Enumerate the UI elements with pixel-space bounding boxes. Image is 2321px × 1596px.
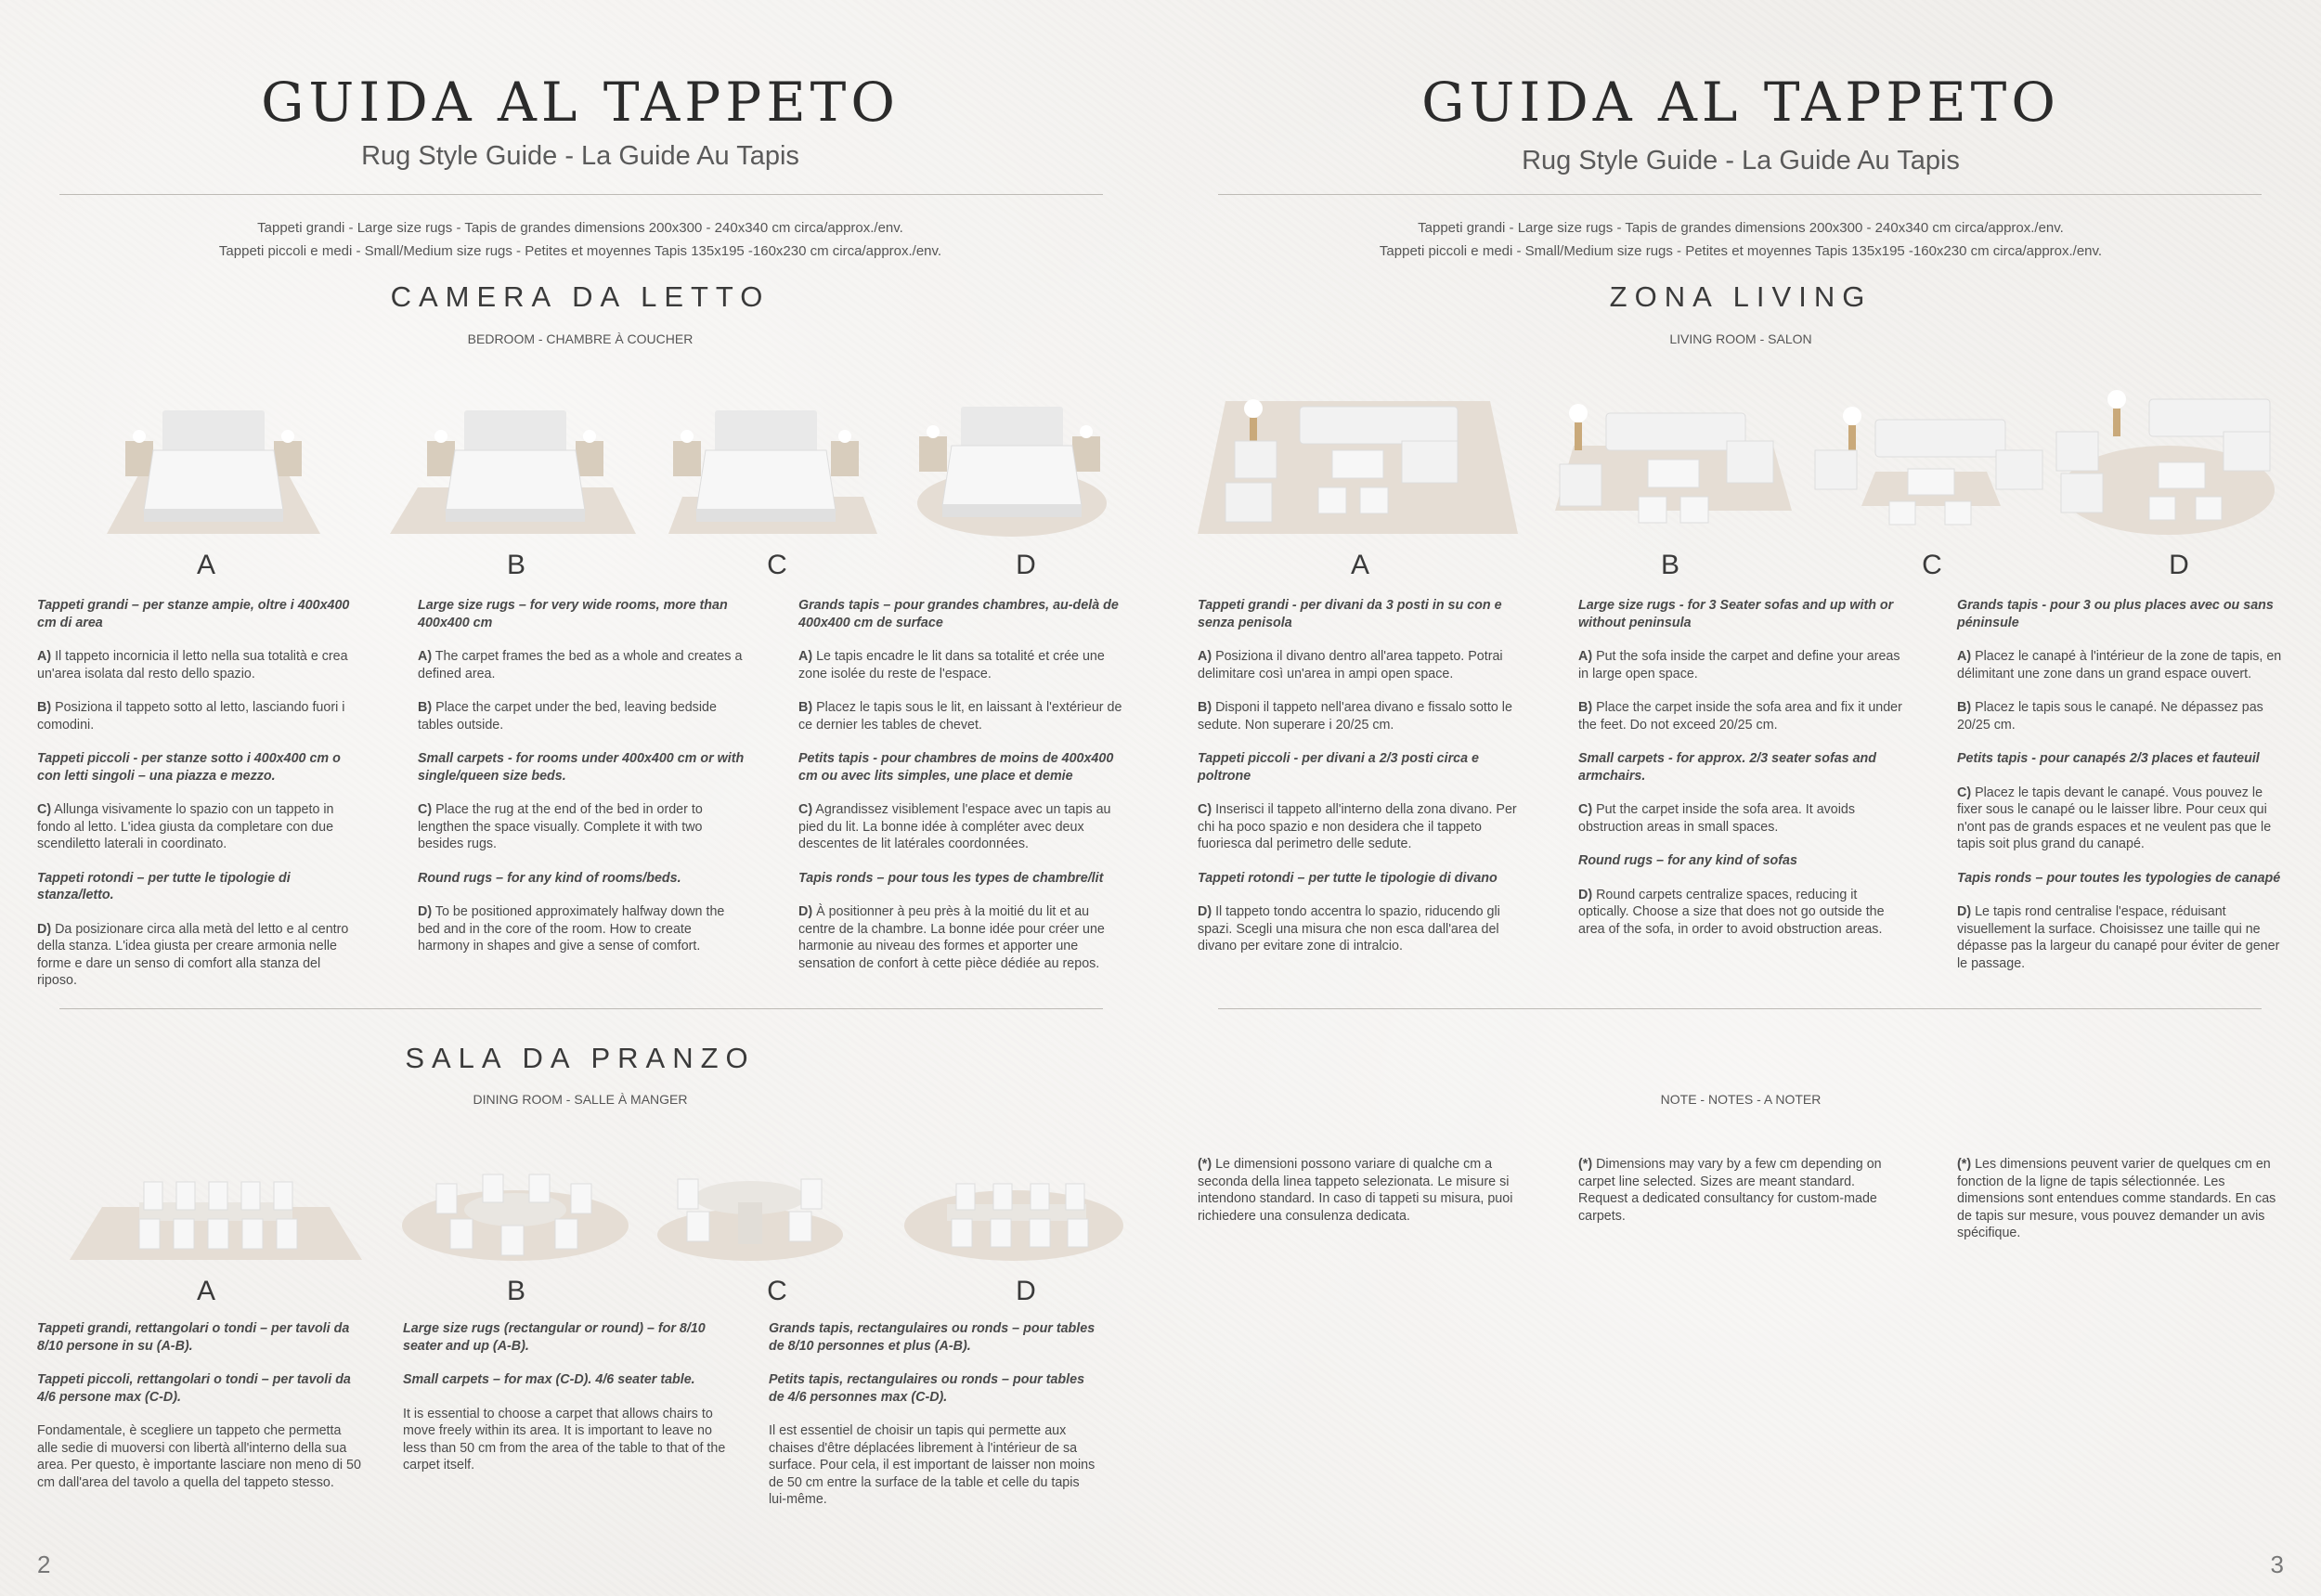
living-text-italian [1198, 597, 1524, 972]
dining-text-french [769, 1320, 1096, 1525]
page-number: 3 [2270, 1551, 2284, 1578]
divider [59, 1008, 1103, 1009]
paragraph: C) Put the carpet inside the sofa area. It avoids obstruction areas in small spaces. [1578, 802, 1856, 835]
variant-letter-d: D [2169, 550, 2189, 580]
left-page [0, 0, 1160, 1596]
notes-text-italian [1198, 1156, 1524, 1241]
section-title-dining: SALA DA PRANZO [405, 1042, 756, 1074]
sizes-small: Tappeti piccoli e medi - Small/Medium size rugs - Petites et moyennes Tapis 135x195 -160x230 cm circa/approx./env. [1379, 243, 2103, 259]
page-subtitle: Rug Style Guide - La Guide Au Tapis [361, 141, 799, 171]
sizes-large: Tappeti grandi - Large size rugs - Tapis de grandes dimensions 200x300 - 240x340 cm circa/approx./env. [257, 220, 903, 236]
paragraph: B) Placez le tapis sous le canapé. Ne dépassez pas 20/25 cm. [1957, 700, 2263, 733]
dining-text-english [403, 1320, 730, 1491]
variant-letter-c: C [1922, 550, 1942, 580]
heading: Grands tapis – pour grandes chambres, au-delà de 400x400 cm de surface [798, 598, 1119, 630]
page-title: GUIDA AL TAPPETO [261, 71, 900, 134]
sizes-large: Tappeti grandi - Large size rugs - Tapis de grandes dimensions 200x300 - 240x340 cm circa/approx./env. [1418, 220, 2064, 236]
dining-illustration-c [650, 1156, 849, 1263]
section-subtitle-dining: DINING ROOM - SALLE À MANGER [473, 1092, 688, 1107]
heading: Tappeti rotondi – per tutte le tipologie di divano [1198, 870, 1498, 886]
bed-illustration-b [385, 399, 645, 538]
paragraph: C) Allunga visivamente lo spazio con un tappeto in fondo al letto. L'idea giusta da completare con due scendiletto laterali in coordinato. [37, 802, 334, 851]
heading: Grands tapis - pour 3 ou plus places avec ou sans péninsule [1957, 598, 2274, 630]
paragraph: (*) Les dimensions peuvent varier de quelques cm en fonction de la ligne de tapis sélectionnée. Les dimensions sont entendues comme standards. En cas de tapis sur mesure, vous pouvez demander un avis spécifique. [1957, 1157, 2276, 1240]
notes-text-english [1578, 1156, 1905, 1241]
heading: Large size rugs – for very wide rooms, more than 400x400 cm [418, 598, 728, 630]
heading: Round rugs – for any kind of rooms/beds. [418, 870, 681, 886]
paragraph: C) Place the rug at the end of the bed in order to lengthen the space visually. Complete it with two besides rugs. [418, 802, 703, 851]
paragraph: (*) Le dimensioni possono variare di qualche cm a seconda della linea tappeto selezionata. Le misure si intendono standard. In caso di tappeti su misura, puoi richiedere una consulenza dedicata. [1198, 1157, 1513, 1224]
paragraph: C) Placez le tapis devant le canapé. Vous pouvez le fixer sous le canapé ou le laisser libre. Pour ceux qui n'ont pas de grands espaces et ne veulent pas que le tapis soit plus grand du canapé. [1957, 785, 2272, 851]
heading: Tappeti grandi, rettangolari o tondi – per tavoli da 8/10 persone in su (A-B). [37, 1321, 350, 1354]
variant-letter-c: C [767, 550, 787, 580]
paragraph: B) Disponi il tappeto nell'area divano e fissalo sotto le sedute. Non superare i 20/25 cm. [1198, 700, 1512, 733]
living-text-english [1578, 597, 1905, 954]
sofa-illustration-a [1198, 390, 1523, 538]
section-title-living: ZONA LIVING [1609, 280, 1873, 313]
heading: Small carpets - for approx. 2/3 seater sofas and armchairs. [1578, 751, 1877, 784]
variant-letter-b: B [506, 1276, 525, 1306]
heading: Large size rugs - for 3 Seater sofas and up with or without peninsula [1578, 598, 1894, 630]
paragraph: A) Le tapis encadre le lit dans sa totalité et crée une zone isolée du reste de l'espace. [798, 649, 1105, 681]
heading: Tappeti piccoli - per stanze sotto i 400x400 cm o con letti singoli – una piazza e mezzo. [37, 751, 341, 784]
heading: Tappeti piccoli, rettangolari o tondi – per tavoli da 4/6 persone max (C-D). [37, 1372, 351, 1405]
paragraph: A) Placez le canapé à l'intérieur de la zone de tapis, en délimitant une zone dans un grand espace ouvert. [1957, 649, 2282, 681]
paragraph: A) Il tappeto incornicia il letto nella sua totalità e crea un'area isolata dal resto dello spazio. [37, 649, 348, 681]
heading: Petits tapis - pour canapés 2/3 places et fauteuil [1957, 751, 2260, 766]
dining-text-italian [37, 1320, 364, 1508]
section-title-bedroom: CAMERA DA LETTO [390, 280, 771, 313]
page-number: 2 [37, 1551, 51, 1578]
heading: Tappeti grandi - per divani da 3 posti in su con e senza penisola [1198, 598, 1502, 630]
paragraph: D) Le tapis rond centralise l'espace, réduisant visuellement la surface. Choisissez une taille qui ne dépasse pas la largeur du canapé pour éviter de gener le passage. [1957, 904, 2280, 971]
paragraph: D) À positionner à peu près à la moitié du lit et au centre de la chambre. La bonne idée pour créer une harmonie au niveau des formes et apporter une sensation de confort à cette pièce dédiée au repos. [798, 904, 1105, 971]
heading: Large size rugs (rectangular or round) – for 8/10 seater and up (A-B). [403, 1321, 706, 1354]
heading: Petits tapis, rectangulaires ou ronds – pour tables de 4/6 personnes max (C-D). [769, 1372, 1085, 1405]
dining-illustration-d [901, 1156, 1128, 1263]
page-subtitle: Rug Style Guide - La Guide Au Tapis [1522, 146, 1960, 175]
sofa-illustration-d [2047, 381, 2284, 538]
bedroom-text-french [798, 597, 1123, 989]
heading: Tappeti rotondi – per tutte le tipologie di stanza/letto. [37, 870, 291, 902]
variant-letter-a: A [1350, 550, 1369, 580]
sofa-illustration-c [1806, 390, 2052, 538]
paragraph: Fondamentale, è scegliere un tappeto che permetta alle sedie di muoversi con libertà all'interno della sua area. Per questo, è importante lasciare non meno di 50 cm dall'area del tavolo a quella del tappeto stesso. [37, 1423, 361, 1490]
variant-letter-b: B [1660, 550, 1679, 580]
bed-illustration-d [914, 399, 1109, 538]
divider [1218, 194, 2262, 195]
notes-text-french [1957, 1156, 2284, 1259]
heading: Tappeti grandi – per stanze ampie, oltre i 400x400 cm di area [37, 598, 350, 630]
paragraph: D) Il tappeto tondo accentra lo spazio, riducendo gli spazi. Scegli una misura che non esca dall'area del divano per evitare zone di intralcio. [1198, 904, 1500, 954]
variant-letter-d: D [1016, 550, 1036, 580]
variant-letter-b: B [506, 550, 525, 580]
variant-letter-a: A [196, 550, 215, 580]
variant-letter-a: A [196, 1276, 215, 1306]
heading: Grands tapis, rectangulaires ou ronds – pour tables de 8/10 personnes et plus (A-B). [769, 1321, 1096, 1354]
variant-letter-d: D [1016, 1276, 1036, 1306]
dining-illustration-a [70, 1156, 367, 1263]
section-subtitle-living: LIVING ROOM - SALON [1669, 331, 1812, 346]
paragraph: It is essential to choose a carpet that allows chairs to move freely within its area. It is important to leave no less than 50 cm from the area of the table to that of the carpet itself. [403, 1406, 726, 1473]
divider [59, 194, 1103, 195]
paragraph: Il est essentiel de choisir un tapis qui permette aux chaises d'être déplacées librement à l'intérieur de sa surface. Pour cela, il est important de laisser non moins de 50 cm entre la surface de la table et celle du tapis lui-même. [769, 1423, 1096, 1507]
paragraph: A) The carpet frames the bed as a whole and creates a defined area. [418, 649, 743, 681]
section-subtitle-bedroom: BEDROOM - CHAMBRE À COUCHER [467, 331, 694, 346]
paragraph: C) Inserisci il tappeto all'interno della zona divano. Per chi ha poco spazio e non desidera che il tappeto fuoriesca dal perimetro delle sedute. [1198, 802, 1517, 851]
divider [1218, 1008, 2262, 1009]
paragraph: D) Round carpets centralize spaces, reducing it optically. Choose a size that does not go outside the area of the sofa, in order to avoid obstruction areas. [1578, 887, 1885, 937]
heading: Tapis ronds – pour toutes les typologies de canapé [1957, 870, 2281, 886]
bedroom-text-english [418, 597, 745, 972]
heading: Tappeti piccoli - per divani a 2/3 posti circa e poltrone [1198, 751, 1479, 784]
bedroom-text-italian [37, 597, 364, 1006]
heading: Round rugs – for any kind of sofas [1578, 853, 1797, 868]
living-text-french [1957, 597, 2284, 989]
heading: Small carpets - for rooms under 400x400 cm or with single/queen size beds. [418, 751, 745, 784]
sizes-small: Tappeti piccoli e medi - Small/Medium size rugs - Petites et moyennes Tapis 135x195 -160x230 cm circa/approx./env. [218, 243, 942, 259]
dining-illustration-b [399, 1156, 631, 1263]
bed-illustration-a [84, 399, 344, 538]
paragraph: (*) Dimensions may vary by a few cm depending on carpet line selected. Sizes are meant standard. Request a dedicated consultancy for custom-made carpets. [1578, 1157, 1882, 1224]
paragraph: D) Da posizionare circa alla metà del letto e al centro della stanza. L'idea giusta per creare armonia nelle forme e dare un senso di comfort alla stanza del riposo. [37, 921, 349, 988]
heading: Tapis ronds – pour tous les types de chambre/lit [798, 870, 1104, 886]
heading: Small carpets – for max (C-D). 4/6 seater table. [403, 1372, 695, 1387]
paragraph: A) Posiziona il divano dentro all'area tappeto. Potrai delimitare così un'area in ampi open space. [1198, 649, 1503, 681]
bed-illustration-c [668, 399, 891, 538]
section-subtitle-notes: NOTE - NOTES - A NOTER [1660, 1092, 1822, 1107]
paragraph: B) Posiziona il tappeto sotto al letto, lasciando fuori i comodini. [37, 700, 345, 733]
paragraph: D) To be positioned approximately halfway down the bed and in the core of the room. How to create harmony in shapes and give a sense of comfort. [418, 904, 725, 954]
page-title: GUIDA AL TAPPETO [1421, 71, 2060, 134]
paragraph: A) Put the sofa inside the carpet and define your areas in large open space. [1578, 649, 1900, 681]
paragraph: B) Place the carpet inside the sofa area and fix it under the feet. Do not exceed 20/25 cm. [1578, 700, 1902, 733]
right-page [1160, 0, 2321, 1596]
paragraph: C) Agrandissez visiblement l'espace avec un tapis au pied du lit. La bonne idée à compléter avec deux descentes de lit latérales coordonnées. [798, 802, 1111, 851]
heading: Petits tapis - pour chambres de moins de 400x400 cm ou avec lits simples, une place et demie [798, 751, 1114, 784]
sofa-illustration-b [1546, 390, 1801, 538]
paragraph: B) Placez le tapis sous le lit, en laissant à l'extérieur de ce dernier les tables de chevet. [798, 700, 1122, 733]
variant-letter-c: C [767, 1276, 787, 1306]
paragraph: B) Place the carpet under the bed, leaving bedside tables outside. [418, 700, 717, 733]
